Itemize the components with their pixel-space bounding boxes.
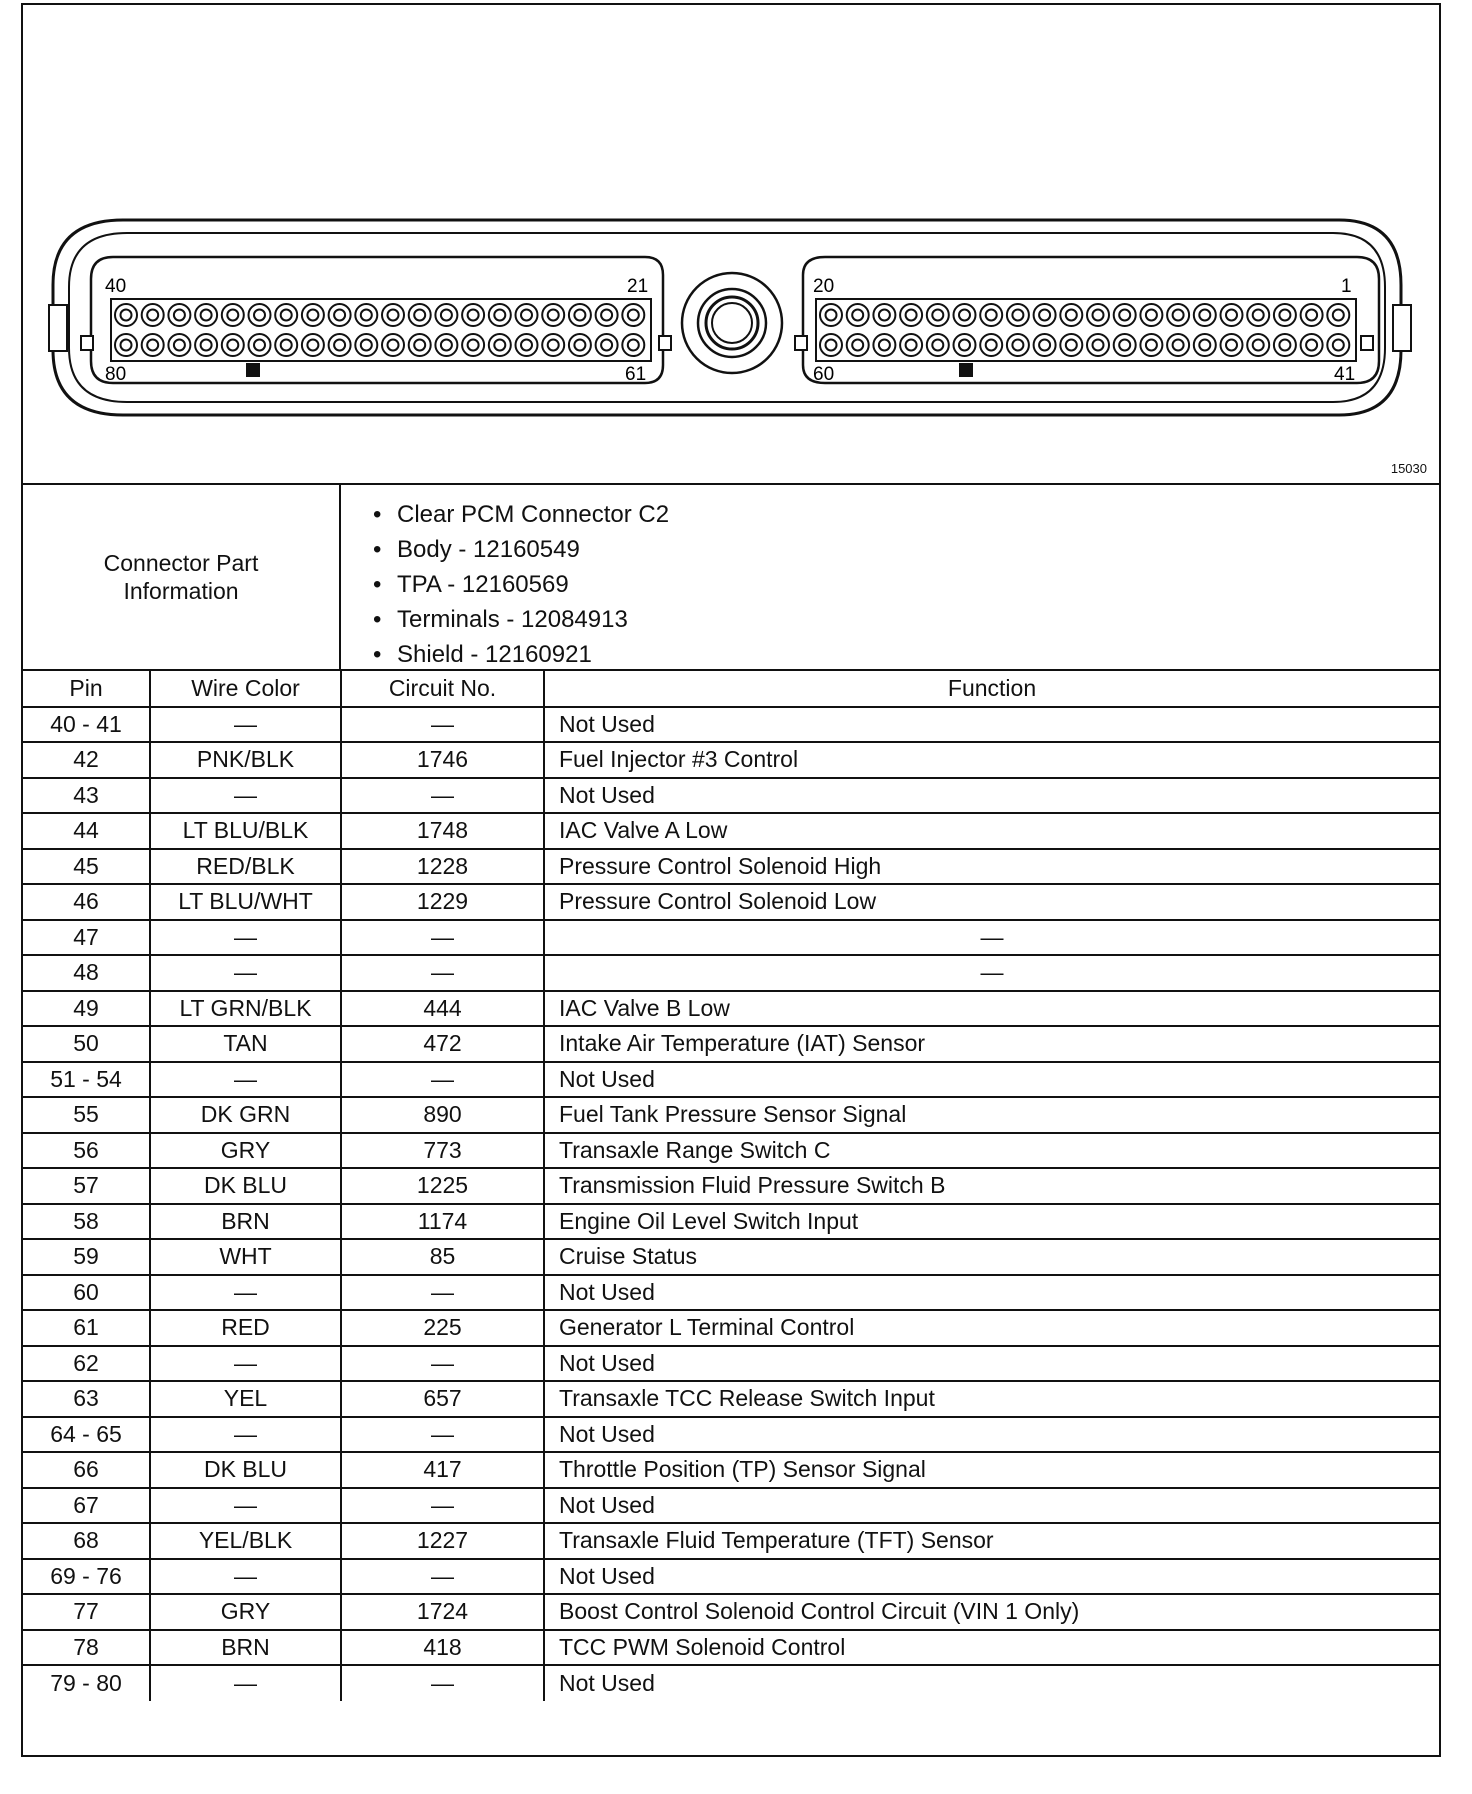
header-circuit-no: Circuit No. (341, 671, 544, 707)
pin-label-21: 21 (627, 276, 649, 297)
circuit-cell: 657 (341, 1381, 544, 1417)
pin-cavity (873, 334, 895, 356)
table-row (23, 813, 1439, 849)
function-cell: Generator L Terminal Control (544, 1310, 1439, 1346)
pin-cavity (1140, 334, 1162, 356)
table-row (23, 884, 1439, 920)
function-cell: — (544, 920, 1439, 956)
pin-cavity (1007, 334, 1029, 356)
pin-label-20: 20 (813, 276, 835, 297)
pin-cavity (980, 334, 1002, 356)
pin-cell: 69 - 76 (23, 1559, 150, 1595)
pin-cavity (1060, 334, 1082, 356)
table-row (23, 1594, 1439, 1630)
pin-cavity (622, 334, 644, 356)
pin-cell: 64 - 65 (23, 1417, 150, 1453)
circuit-cell: 1229 (341, 884, 544, 920)
pin-cavity (1194, 334, 1216, 356)
table-row (23, 778, 1439, 814)
wire-color-cell: DK BLU (150, 1452, 341, 1488)
pin-cavity (1114, 334, 1136, 356)
info-list (373, 497, 669, 672)
wire-color-cell: RED/BLK (150, 849, 341, 885)
connector-face-drawing (23, 5, 1439, 481)
function-cell: Not Used (544, 1559, 1439, 1595)
wire-color-cell: LT GRN/BLK (150, 991, 341, 1027)
circuit-cell: — (341, 955, 544, 991)
table-row (23, 1417, 1439, 1453)
header-wire-color: Wire Color (150, 671, 341, 707)
wire-color-cell: BRN (150, 1630, 341, 1666)
circuit-cell: — (341, 778, 544, 814)
circuit-cell: — (341, 1488, 544, 1524)
pin-cavity (542, 334, 564, 356)
pin-cell: 45 (23, 849, 150, 885)
circuit-cell: — (341, 1062, 544, 1098)
table-row (23, 1204, 1439, 1240)
pin-cavity (115, 334, 137, 356)
pin-cell: 48 (23, 955, 150, 991)
right-key-square (1361, 336, 1373, 350)
wire-color-cell: WHT (150, 1239, 341, 1275)
function-cell: Intake Air Temperature (IAT) Sensor (544, 1026, 1439, 1062)
info-item: • Terminals - 12084913 (373, 602, 669, 637)
pin-table-body (23, 707, 1439, 1701)
wire-color-cell: — (150, 707, 341, 743)
circuit-cell: 1228 (341, 849, 544, 885)
pin-cavity (516, 304, 538, 326)
left-polarization-mark (246, 363, 260, 377)
header-pin: Pin (23, 671, 150, 707)
table-row (23, 1523, 1439, 1559)
wire-color-cell: YEL/BLK (150, 1523, 341, 1559)
pin-cavity (409, 304, 431, 326)
function-cell: Transmission Fluid Pressure Switch B (544, 1168, 1439, 1204)
pin-cavity (435, 304, 457, 326)
circuit-cell: 890 (341, 1097, 544, 1133)
table-row (23, 1381, 1439, 1417)
wire-color-cell: — (150, 1275, 341, 1311)
pin-cell: 77 (23, 1594, 150, 1630)
circuit-cell: 1227 (341, 1523, 544, 1559)
wire-color-cell: — (150, 1559, 341, 1595)
info-item: • Body - 12160549 (373, 532, 669, 567)
pin-cell: 63 (23, 1381, 150, 1417)
wire-color-cell: PNK/BLK (150, 742, 341, 778)
circuit-cell: — (341, 1559, 544, 1595)
pin-cavity (382, 304, 404, 326)
table-row (23, 1239, 1439, 1275)
pin-cavity (142, 304, 164, 326)
pin-cavity (1274, 304, 1296, 326)
pin-cell: 58 (23, 1204, 150, 1240)
pin-cavity (1247, 304, 1269, 326)
wire-color-cell: LT BLU/WHT (150, 884, 341, 920)
right-block-start-square (795, 336, 807, 350)
pin-cavity (569, 304, 591, 326)
pin-label-61: 61 (625, 364, 647, 385)
pin-cavity (195, 334, 217, 356)
pin-cell: 79 - 80 (23, 1665, 150, 1701)
circuit-cell: 444 (341, 991, 544, 1027)
pin-cell: 49 (23, 991, 150, 1027)
circuit-cell: — (341, 707, 544, 743)
table-row (23, 1026, 1439, 1062)
pin-cavity (222, 304, 244, 326)
table-row (23, 707, 1439, 743)
table-row (23, 1133, 1439, 1169)
pin-cavity (249, 334, 271, 356)
circuit-cell: — (341, 1275, 544, 1311)
circuit-cell: 417 (341, 1452, 544, 1488)
wire-color-cell: — (150, 920, 341, 956)
wire-color-cell: — (150, 1417, 341, 1453)
info-item: • TPA - 12160569 (373, 567, 669, 602)
table-row (23, 1168, 1439, 1204)
circuit-cell: 418 (341, 1630, 544, 1666)
pin-cell: 78 (23, 1630, 150, 1666)
pin-label-40: 40 (105, 276, 127, 297)
pin-cavity (980, 304, 1002, 326)
pin-cavity (873, 304, 895, 326)
circuit-cell: 1746 (341, 742, 544, 778)
pin-cavity (847, 304, 869, 326)
pin-table (23, 671, 1439, 1701)
pin-cavity (622, 304, 644, 326)
wire-color-cell: — (150, 1665, 341, 1701)
pin-cavity (1034, 334, 1056, 356)
pin-cavity (249, 304, 271, 326)
wire-color-cell: DK BLU (150, 1168, 341, 1204)
wire-color-cell: DK GRN (150, 1097, 341, 1133)
wire-color-cell: GRY (150, 1594, 341, 1630)
table-row (23, 1275, 1439, 1311)
table-row (23, 742, 1439, 778)
pin-cell: 44 (23, 813, 150, 849)
pin-cavity (168, 304, 190, 326)
function-cell: Pressure Control Solenoid Low (544, 884, 1439, 920)
pin-cavity (115, 304, 137, 326)
pin-cell: 55 (23, 1097, 150, 1133)
pin-cell: 56 (23, 1133, 150, 1169)
pin-cavity (355, 304, 377, 326)
pin-cell: 43 (23, 778, 150, 814)
function-cell: TCC PWM Solenoid Control (544, 1630, 1439, 1666)
circuit-cell: 773 (341, 1133, 544, 1169)
table-row (23, 1559, 1439, 1595)
pin-cavity (275, 334, 297, 356)
function-cell: IAC Valve A Low (544, 813, 1439, 849)
function-cell: Transaxle Range Switch C (544, 1133, 1439, 1169)
info-label: Connector Part Information (103, 550, 259, 604)
function-cell: Boost Control Solenoid Control Circuit (VIN 1 Only) (544, 1594, 1439, 1630)
circuit-cell: — (341, 1346, 544, 1382)
wire-color-cell: — (150, 1346, 341, 1382)
wire-color-cell: YEL (150, 1381, 341, 1417)
table-row (23, 849, 1439, 885)
table-row (23, 920, 1439, 956)
connector-diagram (23, 5, 1439, 485)
pin-cell: 47 (23, 920, 150, 956)
pin-cell: 46 (23, 884, 150, 920)
pin-cavity (954, 304, 976, 326)
pin-cavity (435, 334, 457, 356)
pin-cavity (900, 304, 922, 326)
pin-cavity (1167, 334, 1189, 356)
pin-cavity (569, 334, 591, 356)
table-row (23, 1488, 1439, 1524)
function-cell: Fuel Injector #3 Control (544, 742, 1439, 778)
pin-label-1: 1 (1341, 276, 1352, 297)
pin-cavity (1221, 304, 1243, 326)
connector-document (21, 3, 1441, 1757)
pin-cavity (1301, 334, 1323, 356)
pin-cavity (329, 304, 351, 326)
function-cell: Not Used (544, 1275, 1439, 1311)
circuit-cell: 1748 (341, 813, 544, 849)
table-row (23, 955, 1439, 991)
pin-cavity (489, 334, 511, 356)
pin-cavity (1034, 304, 1056, 326)
function-cell: IAC Valve B Low (544, 991, 1439, 1027)
function-cell: Not Used (544, 1346, 1439, 1382)
pin-cavity (954, 334, 976, 356)
pin-cavity (1247, 334, 1269, 356)
function-cell: Not Used (544, 1488, 1439, 1524)
left-key-square (81, 336, 93, 350)
info-item: • Shield - 12160921 (373, 637, 669, 672)
pin-cavity (302, 334, 324, 356)
table-row (23, 1452, 1439, 1488)
function-cell: Not Used (544, 1062, 1439, 1098)
table-row (23, 1310, 1439, 1346)
table-row (23, 1630, 1439, 1666)
circuit-cell: — (341, 1665, 544, 1701)
circuit-cell: — (341, 1417, 544, 1453)
pin-cavity (355, 334, 377, 356)
circuit-cell: — (341, 920, 544, 956)
function-cell: Cruise Status (544, 1239, 1439, 1275)
wire-color-cell: — (150, 1488, 341, 1524)
pin-cavity (516, 334, 538, 356)
left-block-end-square (659, 336, 671, 350)
pin-cavity (1167, 304, 1189, 326)
function-cell: Not Used (544, 1417, 1439, 1453)
pin-cavity (302, 304, 324, 326)
circuit-cell: 85 (341, 1239, 544, 1275)
function-cell: Fuel Tank Pressure Sensor Signal (544, 1097, 1439, 1133)
connector-part-information (23, 485, 1439, 671)
pin-cell: 40 - 41 (23, 707, 150, 743)
pin-cavity (900, 334, 922, 356)
table-header-row (23, 671, 1439, 707)
pin-cavity (1060, 304, 1082, 326)
pin-cavity (462, 334, 484, 356)
function-cell: Pressure Control Solenoid High (544, 849, 1439, 885)
right-latch (1393, 305, 1411, 351)
pin-cavity (142, 334, 164, 356)
pin-cavity (1301, 304, 1323, 326)
pin-cavity (462, 304, 484, 326)
pin-cavity (1327, 334, 1349, 356)
figure-code: 15030 (1390, 461, 1427, 476)
function-cell: Not Used (544, 707, 1439, 743)
pin-cavity (1194, 304, 1216, 326)
info-label-cell (23, 485, 341, 669)
pin-cavity (382, 334, 404, 356)
pin-cavity (542, 304, 564, 326)
pin-cavity (596, 334, 618, 356)
wire-color-cell: RED (150, 1310, 341, 1346)
function-cell: Transaxle Fluid Temperature (TFT) Sensor (544, 1523, 1439, 1559)
pin-cavity (927, 304, 949, 326)
pin-label-60: 60 (813, 364, 835, 385)
wire-color-cell: GRY (150, 1133, 341, 1169)
pin-cavity (1327, 304, 1349, 326)
function-cell: Transaxle TCC Release Switch Input (544, 1381, 1439, 1417)
right-polarization-mark (959, 363, 973, 377)
circuit-cell: 472 (341, 1026, 544, 1062)
pin-cell: 66 (23, 1452, 150, 1488)
pin-cavity (847, 334, 869, 356)
pin-cavity (1140, 304, 1162, 326)
pin-cavity (195, 304, 217, 326)
wire-color-cell: — (150, 955, 341, 991)
pin-cell: 59 (23, 1239, 150, 1275)
wire-color-cell: LT BLU/BLK (150, 813, 341, 849)
pin-cavity (275, 304, 297, 326)
pin-cell: 57 (23, 1168, 150, 1204)
pin-cavity (409, 334, 431, 356)
table-row (23, 1062, 1439, 1098)
table-row (23, 1665, 1439, 1701)
function-cell: Throttle Position (TP) Sensor Signal (544, 1452, 1439, 1488)
pin-cavity (927, 334, 949, 356)
pin-cell: 60 (23, 1275, 150, 1311)
pin-cavity (1221, 334, 1243, 356)
pin-cell: 50 (23, 1026, 150, 1062)
pin-cavity (1274, 334, 1296, 356)
circuit-cell: 1174 (341, 1204, 544, 1240)
pin-cavity (329, 334, 351, 356)
function-cell: Not Used (559, 1669, 655, 1696)
pin-label-41: 41 (1334, 364, 1356, 385)
wire-color-cell: TAN (150, 1026, 341, 1062)
function-cell: — (544, 955, 1439, 991)
wire-color-cell: — (150, 1062, 341, 1098)
table-row (23, 1097, 1439, 1133)
pin-cavity (168, 334, 190, 356)
header-function: Function (544, 671, 1439, 707)
pin-cell: 51 - 54 (23, 1062, 150, 1098)
wire-color-cell: BRN (150, 1204, 341, 1240)
pin-cavity (222, 334, 244, 356)
pin-cavity (1087, 304, 1109, 326)
pin-cell: 62 (23, 1346, 150, 1382)
pin-cavity (596, 304, 618, 326)
pin-cavity (820, 304, 842, 326)
pin-cavity (1007, 304, 1029, 326)
function-cell: Not Used (544, 778, 1439, 814)
circuit-cell: 1225 (341, 1168, 544, 1204)
wire-color-cell: — (150, 778, 341, 814)
pin-cell: 42 (23, 742, 150, 778)
pin-label-80: 80 (105, 364, 127, 385)
function-cell: Engine Oil Level Switch Input (544, 1204, 1439, 1240)
table-row (23, 1346, 1439, 1382)
pin-cavity (820, 334, 842, 356)
pin-cavity (1087, 334, 1109, 356)
info-item: • Clear PCM Connector C2 (373, 497, 669, 532)
pin-cell: 67 (23, 1488, 150, 1524)
table-row (23, 991, 1439, 1027)
pin-cavity (1114, 304, 1136, 326)
pin-cell: 68 (23, 1523, 150, 1559)
pin-cell: 61 (23, 1310, 150, 1346)
circuit-cell: 225 (341, 1310, 544, 1346)
circuit-cell: 1724 (341, 1594, 544, 1630)
left-latch (49, 305, 67, 351)
pin-cavity (489, 304, 511, 326)
